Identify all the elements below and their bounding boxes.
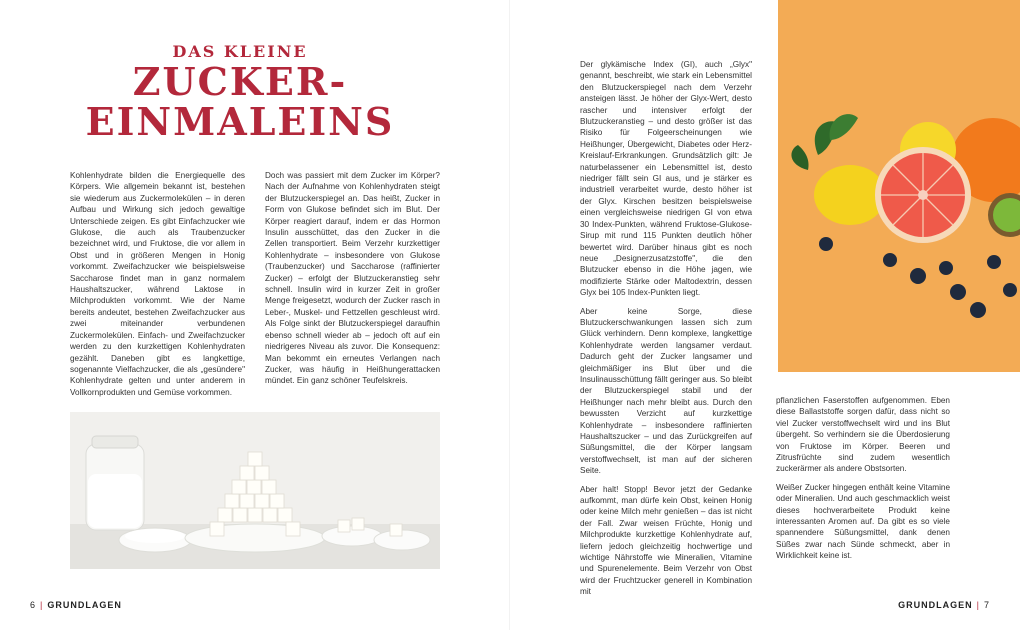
footer-separator: | <box>40 600 44 610</box>
paragraph: Der glykämische Index (GI), auch „Glyx" genannt, beschreibt, wie stark ein Lebensmittel den Blutzuckerspiegel nach dem Verzehr ansteigen lässt. Je höher der Glyx-Wert, desto rascher und intensiver erfolgt der Blutzuckeranstieg – und desto größer ist das Risiko für Folgeerscheinungen wie Heißhunger, Übergewicht, Diabetes oder Herz-Kreislauf-Erkrankungen. Grundsätzlich gilt: Je naturbelassener ein Lebensmittel ist, desto niedriger fällt sein GI aus, und je stärker es industriell verarbeitet wurde, desto höher ist der Glyx. Kirschen besitzen beispielsweise einen vergleichsweise niedrigen GI von etwa 30 Index-Punkten, während Fruktose-Glukose-Sirup mit rund 115 Punkten deutlich höher bewertet wird. Darüber hinaus gibt es noch neue „Designerzusatzstoffe", die den Blutzucker ebenso in die Höhe jagen, wie modifizierte Stärke oder Maltodextrin, dessen Glyx bei 105 Index-Punkten liegt. <box>580 60 752 298</box>
paragraph: Kohlenhydrate bilden die Energiequelle des Körpers. Wie allgemein bekannt ist, bestehen sie wiederum aus Zuckermolekülen – in deren Aufbau und Wirkung sich jedoch gewaltige Unterschiede zeigen. Es gibt Einfachzucker wie Glukose, die auch als Traubenzucker bezeichnet wird, und Fruktose, die vor allem in Obst und in größeren Mengen in Honig vorkommt. Zweifachzucker wie beispielsweise Saccharose findet man in ganz normalem Haushaltszucker, während Laktose in Milchprodukten vorkommt. Wie der Name bereits andeutet, bestehen Zweifachzucker aus zwei miteinander verbundenen Zuckermolekülen. Einfach- und Zweifachzucker werden zu den kurzkettigen Kohlenhydraten gezählt. Daneben gibt es langkettige, sogenannte Vielfachzucker, die als „gesündere" Kohlenhydrate gelten und unter anderem in Vollkornprodukten und Gemüse vorkommen. <box>70 171 245 397</box>
text-column-1 <box>70 170 245 405</box>
sugar-photo-illustration <box>70 412 440 569</box>
paragraph: Weißer Zucker hingegen enthält keine Vitamine oder Mineralien. Und auch geschmacklich weist dieses hochverarbeitete Produkt keine interessanten Aromen auf. Da gibt es so viele spannendere Süßungsmittel, dank denen Süßes zwar nach Sünde schmeckt, aber in Wirklichkeit keine ist. <box>776 482 950 561</box>
page-number: 7 <box>983 600 990 610</box>
text-column-3 <box>580 59 752 605</box>
fruit-photo <box>778 0 1020 372</box>
fruit-photo-illustration <box>778 0 1020 372</box>
right-page <box>510 0 1020 630</box>
text-column-2 <box>265 170 440 394</box>
title-kicker: DAS KLEINE <box>172 42 308 61</box>
sugar-photo <box>70 412 440 569</box>
section-label: GRUNDLAGEN <box>47 600 122 610</box>
title-line-1: ZUCKER- <box>132 59 348 104</box>
title-line-2: EINMALEINS <box>85 99 395 144</box>
section-label: GRUNDLAGEN <box>898 600 973 610</box>
footer-separator: | <box>976 600 980 610</box>
page-number: 6 <box>30 600 37 610</box>
page-title <box>70 59 410 144</box>
text-column-4 <box>776 395 950 569</box>
paragraph: pflanzlichen Faserstoffen aufgenommen. Eben diese Ballaststoffe sorgen dafür, dass nicht so viel Zucker verstoffwechselt wird und ins Blut übergeht. So verhindern sie die Überdosierung von Fruktose im Körper. Beeren und Zitrusfrüchte sind zudem wesentlich zuckerärmer als andere Obstsorten. <box>776 396 950 474</box>
paragraph: Doch was passiert mit dem Zucker im Körper? Nach der Aufnahme von Kohlenhydraten steigt der Blutzuckerspiegel an. Das heißt, Zucker in Form von Glukose befindet sich im Blut. Der Körper reagiert darauf, indem er das Hormon Insulin ausschüttet, das den Zucker in die Zellen transportiert. Beim Verzehr kurzkettiger Kohlenhydrate – insbesondere von Glukose (Traubenzucker) und Saccharose (raffinierter Zucker) – erfolgt der Blutzuckeranstieg sehr schnell. Insulin wird in kurzer Zeit in großer Menge freigesetzt, wodurch der Zucker rasch in Leber-, Muskel- und Fettzellen geschleust wird. Als Folge sinkt der Blutzuckerspiegel daraufhin ebenso schnell wieder ab – jedoch oft auf ein niedrigeres Niveau als zuvor. Die Konsequenz: Man bekommt ein erneutes Verlangen nach Zucker, was häufig in Heißhungerattacken mündet. Ein ganz schöner Teufelskreis. <box>265 171 440 386</box>
footer-left <box>30 600 122 610</box>
paragraph: Aber halt! Stopp! Bevor jetzt der Gedanke aufkommt, man dürfe kein Obst, keinen Honig oder keine Milch mehr genießen – das ist nicht der Fall. Zwar weisen Früchte, Honig und Milchprodukte kurzkettige Kohlenhydrate auf, liefern jedoch gleichzeitig hochwertige und wichtige Nährstoffe wie Mineralien, Vitamine und Spurenelemente. Beim Verzehr von Obst wird der Fruchtzucker generell in Kombination mit <box>580 484 752 597</box>
footer-right <box>898 600 990 610</box>
paragraph: Aber keine Sorge, diese Blutzuckerschwankungen lassen sich zum Glück verhindern. Denn komplexe, langkettige Kohlenhydrate werden langsamer verdaut. Dadurch geht der Zucker langsamer und gleichmäßiger ins Blut über und die Insulinausschüttung fällt geringer aus. So bleibt der Blutzuckerspiegel stabil und der Heißhunger nach mehr bleibt aus. Durch den bewussten Verzicht auf kurzkettige Kohlenhydrate – insbesondere raffinierten Haushaltszucker – und das Zurückgreifen auf Süßungsmittel, die der Körper langsam verstoffwechselt, ist man auf der sicheren Seite. <box>580 306 752 476</box>
